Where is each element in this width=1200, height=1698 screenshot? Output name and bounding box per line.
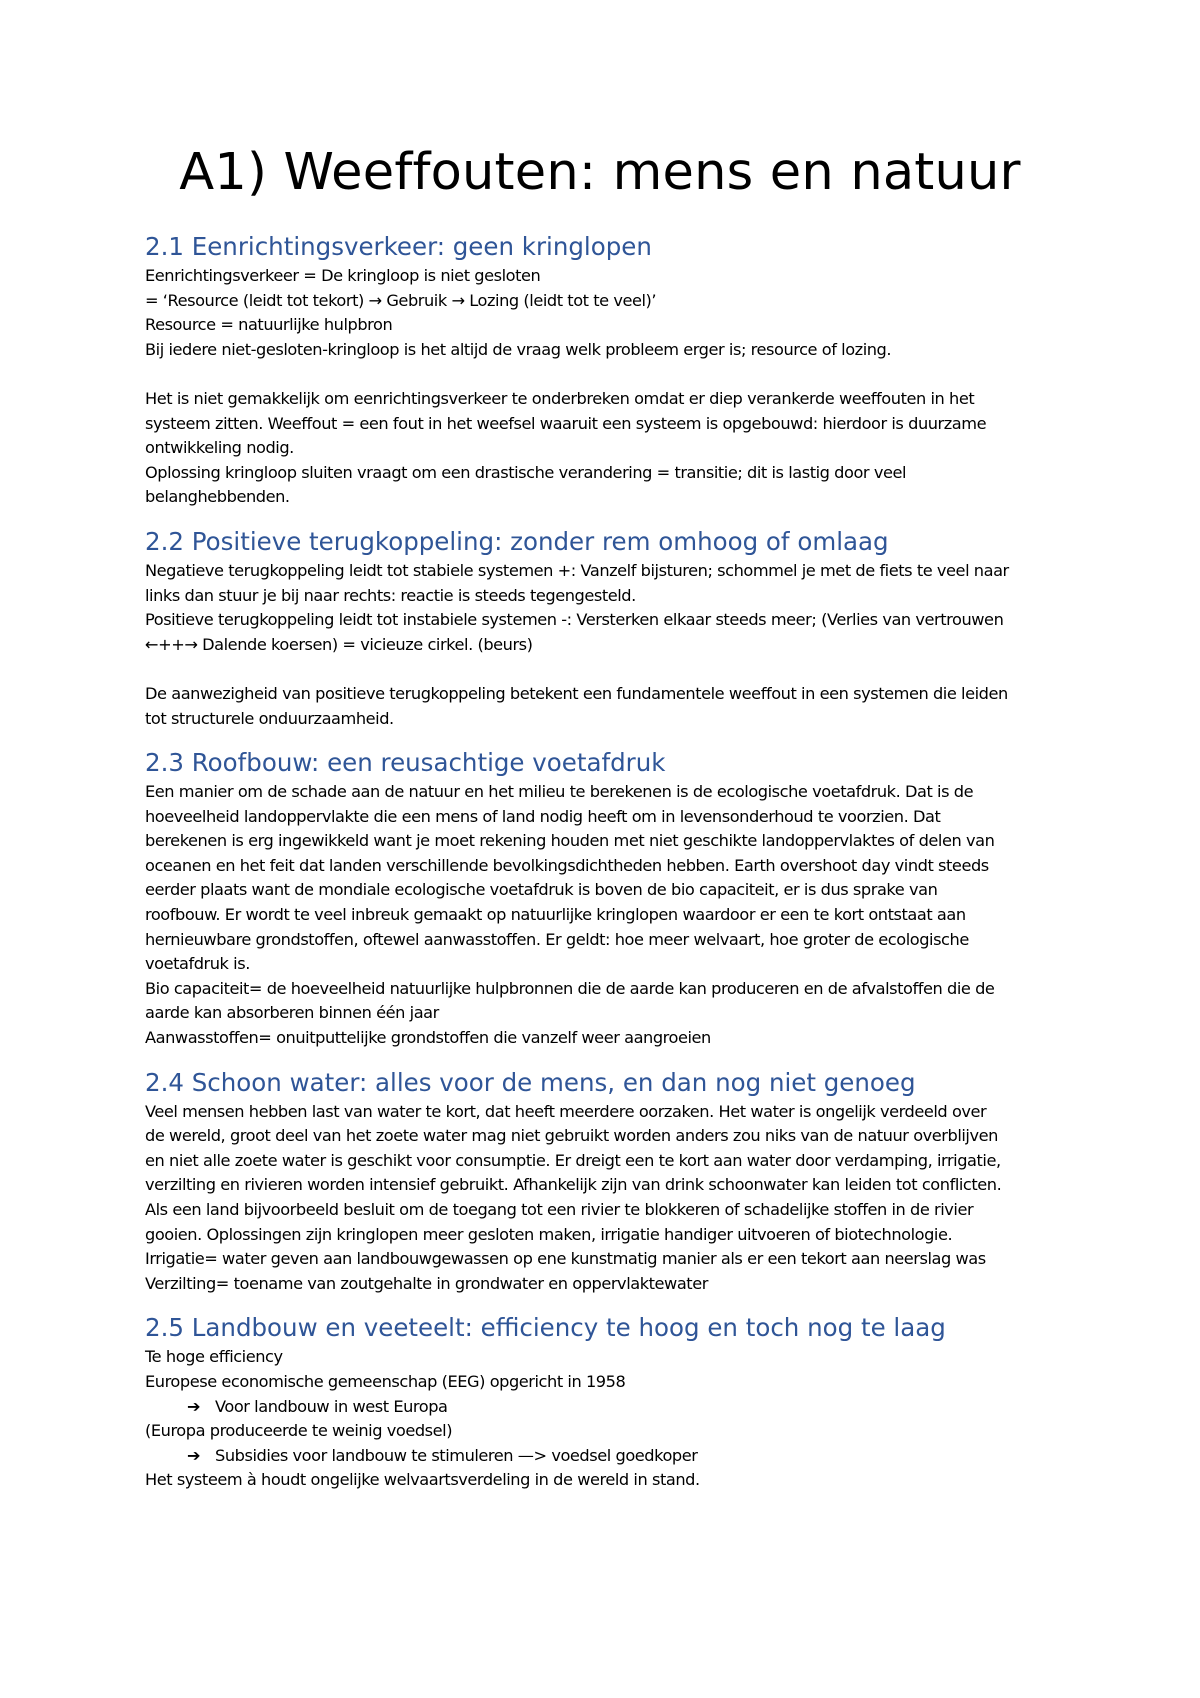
paragraph-line: Een manier om de schade aan de natuur en het milieu te berekenen is de ecologische voetafdruk. Dat is de: [145, 782, 974, 802]
paragraph-line: Europese economische gemeenschap (EEG) opgericht in 1958: [145, 1371, 626, 1391]
paragraph-line: = ‘Resource (leidt tot tekort) → Gebruik → Lozing (leidt tot te veel)’: [145, 290, 657, 310]
paragraph-line: oceanen en het feit dat landen verschillende bevolkingsdichtheden hebben. Earth overshoot day vindt steeds: [145, 855, 989, 875]
page-title: A1) Weeffouten: mens en natuur: [179, 143, 1021, 202]
paragraph-line: Te hoge efficiency: [145, 1347, 283, 1367]
bullet-item: [145, 1444, 1075, 1469]
paragraph-line: roofbouw. Er wordt te veel inbreuk gemaakt op natuurlijke kringlopen waardoor er een te kort ontstaat aan: [145, 905, 966, 925]
blank-line: [145, 362, 1075, 387]
bullet-item: [145, 1395, 1075, 1420]
bullet-text: Subsidies voor landbouw te stimuleren —> voedsel goedkoper: [215, 1445, 698, 1465]
paragraph-line: Bio capaciteit= de hoeveelheid natuurlijke hulpbronnen die de aarde kan produceren en de afvalstoffen die de: [145, 978, 995, 998]
paragraph-line: Het is niet gemakkelijk om eenrichtingsverkeer te onderbreken omdat er diep verankerde weeffouten in het: [145, 388, 975, 408]
paragraph-line: de wereld, groot deel van het zoete water mag niet gebruikt worden anders zou niks van de natuur overblijven: [145, 1126, 998, 1146]
paragraph-line: Veel mensen hebben last van water te kort, dat heeft meerdere oorzaken. Het water is ongelijk verdeeld over: [145, 1101, 987, 1121]
paragraph-line: links dan stuur je bij naar rechts: reactie is steeds tegengesteld.: [145, 585, 636, 605]
paragraph-line: berekenen is erg ingewikkeld want je moet rekening houden met niet geschikte landoppervlaktes of delen van: [145, 831, 995, 851]
paragraph-line: Bij iedere niet-gesloten-kringloop is het altijd de vraag welk probleem erger is; resource of lozing.: [145, 339, 892, 359]
paragraph-line: Negatieve terugkoppeling leidt tot stabiele systemen +: Vanzelf bijsturen; schommel je met de fiets te veel naar: [145, 560, 1009, 580]
paragraph-line: (Europa produceerde te weinig voedsel): [145, 1421, 453, 1441]
paragraph-line: Oplossing kringloop sluiten vraagt om een drastische verandering = transitie; dit is lastig door veel: [145, 462, 907, 482]
section-schoon-water: [145, 1066, 1075, 1297]
paragraph-line: Resource = natuurlijke hulpbron: [145, 315, 393, 335]
arrow-right-icon: ➔: [187, 1396, 201, 1416]
section-landbouw-veeteelt: [145, 1311, 1075, 1493]
document-body: [145, 230, 1075, 1508]
section-heading: 2.3 Roofbouw: een reusachtige voetafdruk: [145, 748, 666, 778]
paragraph-line: ←++→ Dalende koersen) = vicieuze cirkel. (beurs): [145, 634, 533, 654]
paragraph-line: hoeveelheid landoppervlakte die een mens of land nodig heeft om in levensonderhoud te voorzien. Dat: [145, 806, 941, 826]
paragraph-line: gooien. Oplossingen zijn kringlopen meer gesloten maken, irrigatie handiger uitvoeren of biotechnologie.: [145, 1224, 953, 1244]
paragraph-line: ontwikkeling nodig.: [145, 438, 294, 458]
paragraph-line: Aanwasstoffen= onuitputtelijke grondstoffen die vanzelf weer aangroeien: [145, 1028, 711, 1048]
paragraph-line: voetafdruk is.: [145, 954, 250, 974]
paragraph-line: Het systeem à houdt ongelijke welvaartsverdeling in de wereld in stand.: [145, 1470, 700, 1490]
section-eenrichtingsverkeer: [145, 230, 1075, 510]
paragraph-line: systeem zitten. Weeffout = een fout in het weefsel waaruit een systeem is opgebouwd: hierdoor is duurzame: [145, 413, 987, 433]
arrow-right-icon: ➔: [187, 1445, 201, 1465]
paragraph-line: Eenrichtingsverkeer = De kringloop is niet gesloten: [145, 266, 541, 285]
blank-line: [145, 657, 1075, 682]
paragraph-line: Als een land bijvoorbeeld besluit om de toegang tot een rivier te blokkeren of schadelijke stoffen in de rivier: [145, 1200, 974, 1219]
paragraph-line: Verzilting= toename van zoutgehalte in grondwater en oppervlaktewater: [145, 1273, 708, 1293]
section-heading: 2.4 Schoon water: alles voor de mens, en dan nog niet genoeg: [145, 1067, 916, 1097]
section-heading: 2.1 Eenrichtingsverkeer: geen kringlopen: [145, 232, 652, 261]
paragraph-line: Positieve terugkoppeling leidt tot instabiele systemen -: Versterken elkaar steeds meer; (Verlies van vertrouwen: [145, 610, 1004, 630]
bullet-text: Voor landbouw in west Europa: [215, 1396, 448, 1416]
paragraph-line: verzilting en rivieren worden intensief gebruikt. Afhankelijk zijn van drink schoonwater kan leiden tot conflicten.: [145, 1175, 1002, 1195]
paragraph-line: tot structurele onduurzaamheid.: [145, 708, 394, 728]
paragraph-line: eerder plaats want de mondiale ecologische voetafdruk is boven de bio capaciteit, er is dus sprake van: [145, 880, 938, 900]
paragraph-line: hernieuwbare grondstoffen, oftewel aanwasstoffen. Er geldt: hoe meer welvaart, hoe groter de ecologische: [145, 929, 969, 949]
paragraph-line: en niet alle zoete water is geschikt voor consumptie. Er dreigt een te kort aan water door verdamping, irrigatie,: [145, 1150, 1001, 1170]
section-roofbouw: [145, 746, 1075, 1051]
paragraph-line: belanghebbenden.: [145, 487, 290, 507]
section-heading: 2.5 Landbouw en veeteelt: efficiency te hoog en toch nog te laag: [145, 1313, 946, 1343]
section-heading: 2.2 Positieve terugkoppeling: zonder rem omhoog of omlaag: [145, 526, 889, 556]
paragraph-line: aarde kan absorberen binnen één jaar: [145, 1003, 439, 1023]
section-positieve-terugkoppeling: [145, 525, 1075, 731]
paragraph-line: De aanwezigheid van positieve terugkoppeling betekent een fundamentele weeffout in een systemen die leiden: [145, 683, 1008, 703]
paragraph-line: Irrigatie= water geven aan landbouwgewassen op ene kunstmatig manier als er een tekort aan neerslag was: [145, 1249, 986, 1269]
